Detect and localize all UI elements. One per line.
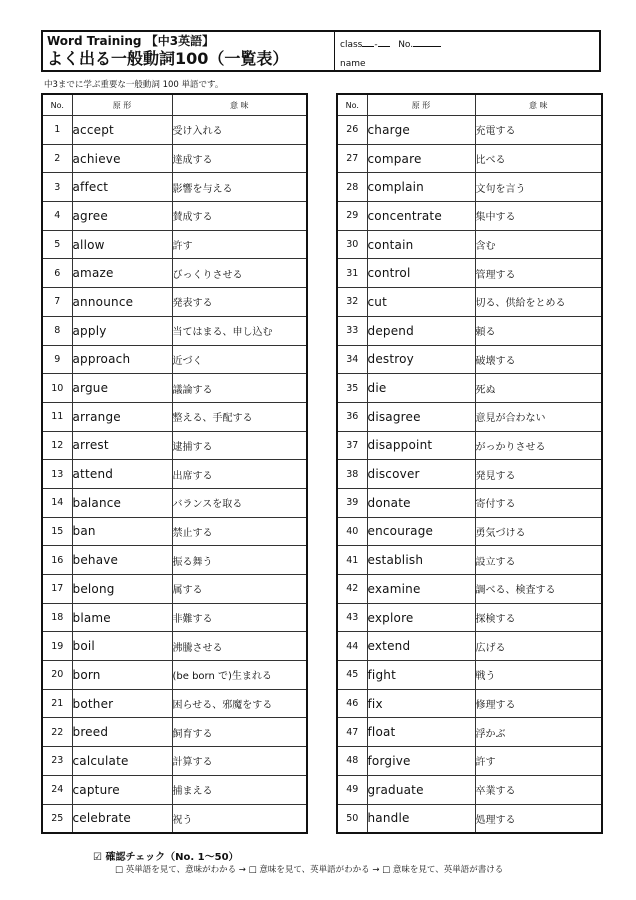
header-no: No. [42, 94, 72, 116]
number-label: No. [398, 40, 414, 50]
word-meaning: 卒業する [475, 775, 602, 804]
table-row [42, 775, 307, 804]
word-number: 6 [42, 259, 72, 288]
word-meaning: 発表する [172, 288, 307, 317]
word-meaning: 賛成する [172, 202, 307, 231]
word-meaning: 近づく [172, 345, 307, 374]
table-row [42, 488, 307, 517]
table-row [42, 718, 307, 747]
word-number: 44 [337, 632, 367, 661]
word-number: 50 [337, 804, 367, 833]
table-row [42, 431, 307, 460]
word-meaning: 広げる [475, 632, 602, 661]
worksheet-title-line [47, 34, 334, 48]
word-number: 32 [337, 288, 367, 317]
table-row [337, 804, 602, 833]
word-meaning: 属する [172, 575, 307, 604]
table-row [337, 747, 602, 776]
word-number: 19 [42, 632, 72, 661]
english-word: handle [367, 804, 475, 833]
word-number: 39 [337, 488, 367, 517]
english-word: extend [367, 632, 475, 661]
table-row [337, 202, 602, 231]
table-row [337, 718, 602, 747]
word-meaning: 受け入れる [172, 116, 307, 145]
class-separator: - [374, 40, 378, 50]
english-word: charge [367, 116, 475, 145]
english-word: concentrate [367, 202, 475, 231]
word-meaning: 集中する [475, 202, 602, 231]
english-word: control [367, 259, 475, 288]
table-row [42, 345, 307, 374]
english-word: arrange [72, 402, 172, 431]
english-word: encourage [367, 517, 475, 546]
word-meaning: 影響を与える [172, 173, 307, 202]
word-number: 13 [42, 460, 72, 489]
word-number: 18 [42, 603, 72, 632]
table-row [337, 345, 602, 374]
table-row [337, 517, 602, 546]
header-form: 原 形 [72, 94, 172, 116]
english-word: destroy [367, 345, 475, 374]
english-word: donate [367, 488, 475, 517]
word-number: 45 [337, 661, 367, 690]
word-meaning: 沸騰させる [172, 632, 307, 661]
table-row [42, 546, 307, 575]
word-meaning: 議論する [172, 374, 307, 403]
table-row [337, 316, 602, 345]
table-row [337, 288, 602, 317]
english-word: ban [72, 517, 172, 546]
table-row [42, 460, 307, 489]
english-word: behave [72, 546, 172, 575]
word-number: 34 [337, 345, 367, 374]
word-meaning: 許す [172, 230, 307, 259]
english-word: allow [72, 230, 172, 259]
intro-text: 中3までに学ぶ重要な一般動詞 100 単語です。 [44, 80, 224, 90]
word-number: 40 [337, 517, 367, 546]
english-word: arrest [72, 431, 172, 460]
table-row [337, 230, 602, 259]
english-word: fight [367, 661, 475, 690]
english-word: breed [72, 718, 172, 747]
vocab-rows-right [337, 116, 602, 834]
table-row [42, 402, 307, 431]
word-meaning: 勇気づける [475, 517, 602, 546]
word-meaning: 管理する [475, 259, 602, 288]
vocab-table-right [336, 93, 603, 834]
word-meaning: 発見する [475, 460, 602, 489]
table-row [42, 116, 307, 145]
english-word: float [367, 718, 475, 747]
header-meaning: 意 味 [172, 94, 307, 116]
title-english: Word Training [47, 34, 142, 48]
class-label: class [340, 40, 363, 50]
word-number: 46 [337, 689, 367, 718]
word-meaning: 浮かぶ [475, 718, 602, 747]
word-number: 28 [337, 173, 367, 202]
word-number: 26 [337, 116, 367, 145]
table-row [337, 402, 602, 431]
word-number: 41 [337, 546, 367, 575]
word-number: 1 [42, 116, 72, 145]
table-row [337, 603, 602, 632]
table-row [42, 144, 307, 173]
word-meaning: 非難する [172, 603, 307, 632]
table-row [42, 575, 307, 604]
word-number: 47 [337, 718, 367, 747]
word-meaning: 充電する [475, 116, 602, 145]
table-row [337, 116, 602, 145]
class-number-line [340, 37, 599, 50]
word-meaning: 頼る [475, 316, 602, 345]
english-word: examine [367, 575, 475, 604]
table-row [337, 374, 602, 403]
word-meaning: 含む [475, 230, 602, 259]
english-word: fix [367, 689, 475, 718]
word-number: 8 [42, 316, 72, 345]
word-number: 43 [337, 603, 367, 632]
word-number: 11 [42, 402, 72, 431]
table-row [337, 259, 602, 288]
word-number: 21 [42, 689, 72, 718]
table-row [42, 603, 307, 632]
english-word: calculate [72, 747, 172, 776]
table-row [42, 517, 307, 546]
english-word: approach [72, 345, 172, 374]
word-meaning: 破壊する [475, 345, 602, 374]
english-word: celebrate [72, 804, 172, 833]
number-blank[interactable] [413, 37, 441, 47]
word-number: 5 [42, 230, 72, 259]
word-number: 2 [42, 144, 72, 173]
table-row [42, 316, 307, 345]
english-word: compare [367, 144, 475, 173]
word-meaning: 調べる、検査する [475, 575, 602, 604]
word-number: 16 [42, 546, 72, 575]
word-meaning: 計算する [172, 747, 307, 776]
word-number: 4 [42, 202, 72, 231]
title-tag: 【中3英語】 [145, 34, 215, 48]
word-number: 48 [337, 747, 367, 776]
word-number: 30 [337, 230, 367, 259]
check-section [93, 848, 239, 863]
name-label: name [340, 59, 366, 69]
table-row [337, 661, 602, 690]
word-number: 27 [337, 144, 367, 173]
table-row [42, 747, 307, 776]
english-word: complain [367, 173, 475, 202]
table-row [42, 689, 307, 718]
table-row [42, 661, 307, 690]
table-row [337, 488, 602, 517]
vocab-table-left [41, 93, 308, 834]
word-meaning: 捕まえる [172, 775, 307, 804]
check-steps: □ 英単語を見て、意味がわかる → □ 意味を見て、英単語がわかる → □ 意味を見て、英単語が書ける [115, 865, 504, 875]
word-number: 10 [42, 374, 72, 403]
word-meaning: 戦う [475, 661, 602, 690]
word-number: 22 [42, 718, 72, 747]
table-header-row [337, 94, 602, 116]
header-meaning: 意 味 [475, 94, 602, 116]
table-row [42, 173, 307, 202]
word-meaning: 達成する [172, 144, 307, 173]
table-row [42, 230, 307, 259]
word-number: 31 [337, 259, 367, 288]
word-number: 24 [42, 775, 72, 804]
table-row [42, 804, 307, 833]
worksheet-header [41, 30, 601, 72]
word-number: 23 [42, 747, 72, 776]
english-word: accept [72, 116, 172, 145]
table-row [337, 575, 602, 604]
english-word: argue [72, 374, 172, 403]
word-meaning: 振る舞う [172, 546, 307, 575]
english-word: bother [72, 689, 172, 718]
word-meaning: 設立する [475, 546, 602, 575]
class-grade-blank[interactable] [362, 37, 374, 47]
word-number: 17 [42, 575, 72, 604]
english-word: blame [72, 603, 172, 632]
english-word: graduate [367, 775, 475, 804]
word-number: 33 [337, 316, 367, 345]
word-number: 49 [337, 775, 367, 804]
word-meaning: 飼育する [172, 718, 307, 747]
english-word: cut [367, 288, 475, 317]
word-meaning: 探検する [475, 603, 602, 632]
table-row [42, 202, 307, 231]
worksheet-subtitle: よく出る一般動詞100（一覧表） [47, 49, 289, 68]
table-row [42, 259, 307, 288]
english-word: depend [367, 316, 475, 345]
word-meaning: 意見が合わない [475, 402, 602, 431]
word-number: 3 [42, 173, 72, 202]
word-meaning: 出席する [172, 460, 307, 489]
word-number: 9 [42, 345, 72, 374]
table-row [337, 775, 602, 804]
word-meaning: 当てはまる、申し込む [172, 316, 307, 345]
student-info-block [335, 32, 599, 70]
word-meaning: びっくりさせる [172, 259, 307, 288]
table-row [337, 144, 602, 173]
word-number: 25 [42, 804, 72, 833]
english-word: amaze [72, 259, 172, 288]
table-row [337, 431, 602, 460]
table-row [337, 460, 602, 489]
word-number: 14 [42, 488, 72, 517]
word-meaning: 切る、供給をとめる [475, 288, 602, 317]
word-meaning: バランスを取る [172, 488, 307, 517]
word-number: 29 [337, 202, 367, 231]
english-word: forgive [367, 747, 475, 776]
word-meaning: 禁止する [172, 517, 307, 546]
english-word: discover [367, 460, 475, 489]
english-word: apply [72, 316, 172, 345]
english-word: born [72, 661, 172, 690]
word-number: 36 [337, 402, 367, 431]
english-word: agree [72, 202, 172, 231]
word-meaning: 寄付する [475, 488, 602, 517]
word-meaning: 逮捕する [172, 431, 307, 460]
word-number: 12 [42, 431, 72, 460]
header-form: 原 形 [367, 94, 475, 116]
english-word: disappoint [367, 431, 475, 460]
english-word: boil [72, 632, 172, 661]
word-meaning: 処理する [475, 804, 602, 833]
table-row [337, 632, 602, 661]
english-word: balance [72, 488, 172, 517]
table-row [42, 374, 307, 403]
word-meaning: がっかりさせる [475, 431, 602, 460]
word-meaning: 整える、手配する [172, 402, 307, 431]
table-row [337, 689, 602, 718]
english-word: establish [367, 546, 475, 575]
english-word: capture [72, 775, 172, 804]
word-meaning: 困らせる、邪魔をする [172, 689, 307, 718]
word-number: 20 [42, 661, 72, 690]
word-number: 15 [42, 517, 72, 546]
table-row [42, 288, 307, 317]
english-word: affect [72, 173, 172, 202]
vocab-rows-left [42, 116, 307, 834]
word-number: 7 [42, 288, 72, 317]
class-room-blank[interactable] [378, 37, 390, 47]
english-word: contain [367, 230, 475, 259]
english-word: belong [72, 575, 172, 604]
table-row [42, 632, 307, 661]
english-word: die [367, 374, 475, 403]
english-word: achieve [72, 144, 172, 173]
word-meaning: 文句を言う [475, 173, 602, 202]
table-row [337, 173, 602, 202]
word-number: 35 [337, 374, 367, 403]
english-word: explore [367, 603, 475, 632]
english-word: disagree [367, 402, 475, 431]
word-meaning: (be born で)生まれる [172, 661, 307, 690]
word-meaning: 許す [475, 747, 602, 776]
word-number: 38 [337, 460, 367, 489]
word-meaning: 修理する [475, 689, 602, 718]
header-no: No. [337, 94, 367, 116]
word-meaning: 死ぬ [475, 374, 602, 403]
title-block [43, 32, 335, 70]
english-word: attend [72, 460, 172, 489]
english-word: announce [72, 288, 172, 317]
word-number: 42 [337, 575, 367, 604]
word-meaning: 祝う [172, 804, 307, 833]
word-meaning: 比べる [475, 144, 602, 173]
table-header-row [42, 94, 307, 116]
word-number: 37 [337, 431, 367, 460]
table-row [337, 546, 602, 575]
check-title: ☑ 確認チェック（No. 1～50） [93, 852, 239, 863]
